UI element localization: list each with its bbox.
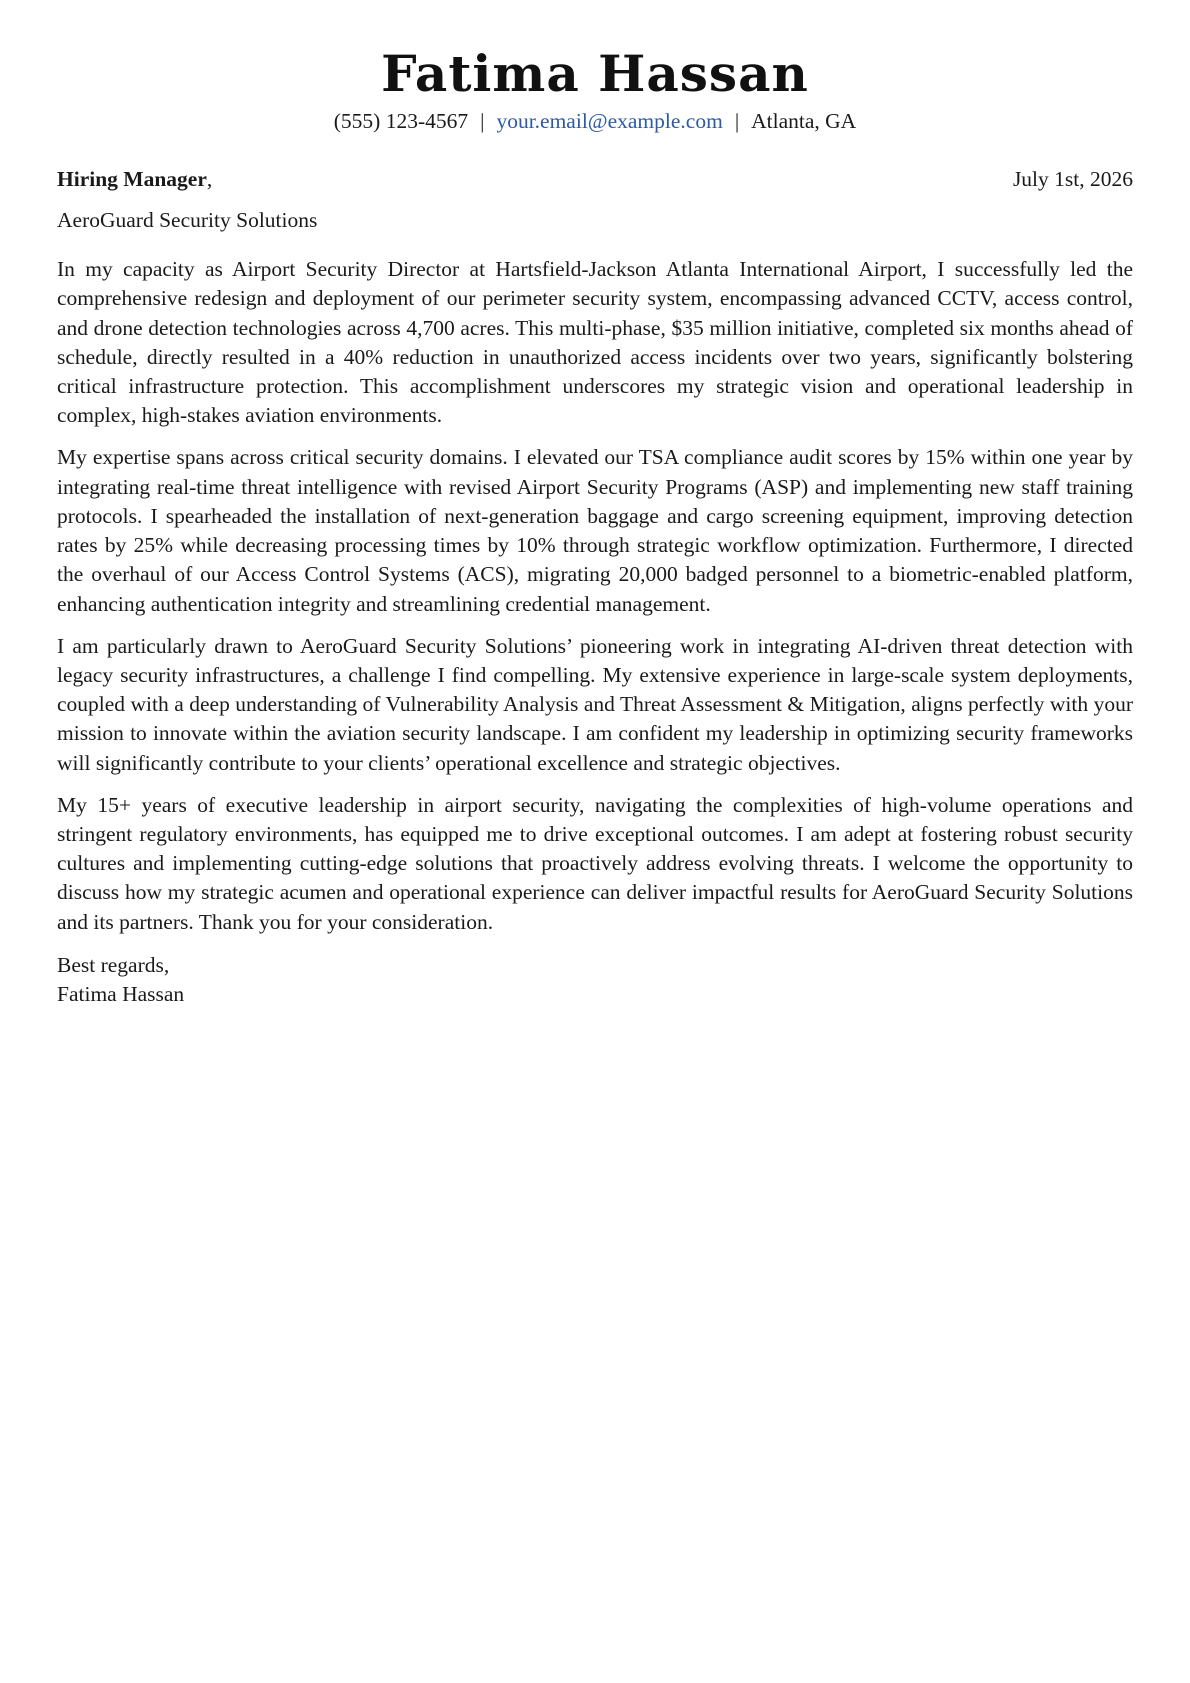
recipient-line xyxy=(57,164,212,194)
letter-date: July 1st, 2026 xyxy=(1012,167,1133,191)
recipient-company: AeroGuard Security Solutions xyxy=(57,208,318,232)
contact-separator: | xyxy=(480,109,485,133)
closing-block xyxy=(57,951,1133,1009)
contact-separator: | xyxy=(734,109,740,133)
recipient-name: Hiring Manager xyxy=(57,167,207,191)
applicant-name: Fatima Hassan xyxy=(381,44,809,103)
email-link[interactable]: your.email@example.com xyxy=(496,109,723,133)
recipient-date-row xyxy=(57,164,1133,194)
recipient-comma: , xyxy=(206,167,213,191)
location: Atlanta, GA xyxy=(751,109,857,133)
signature-name: Fatima Hassan xyxy=(57,982,185,1007)
body-paragraph: My 15+ years of executive leadership in airport security, navigating the complexities of high-volume operations and stringent regulatory environments, has equipped me to drive exceptional outcomes. I am adept at fostering robust security cultures and implementing cutting-edge solutions that proactively address evolving threats. I welcome the opportunity to discuss how my strategic acumen and operational experience can deliver impactful results for AeroGuard Security Solutions and its partners. Thank you for your consideration. xyxy=(57,792,1133,934)
phone-number: (555) 123-4567 xyxy=(333,109,469,133)
body-paragraph: My expertise spans across critical security domains. I elevated our TSA compliance audit scores by 15% within one year by integrating real-time threat intelligence with revised Airport Security Programs (ASP) and implementing new staff training protocols. I spearheaded the installation of next-generation baggage and cargo screening equipment, improving detection rates by 25% while decreasing processing times by 10% through strategic workflow optimization. Furthermore, I directed the overhaul of our Access Control Systems (ACS), migrating 20,000 badged personnel to a biometric-enabled platform, enhancing authentication integrity and streamlining credential management. xyxy=(57,445,1133,616)
body-paragraph: In my capacity as Airport Security Director at Hartsfield-Jackson Atlanta International Airport, I successfully led the comprehensive redesign and deployment of our perimeter security system, encompassing advanced CCTV, access control, and drone detection technologies across 4,700 acres. This multi-phase, $35 million initiative, completed six months ahead of schedule, directly resulted in a 40% reduction in unauthorized access incidents over two years, significantly bolstering critical infrastructure protection. This accomplishment underscores my strategic vision and operational leadership in complex, high-stakes aviation environments. xyxy=(57,257,1133,428)
body-paragraph: I am particularly drawn to AeroGuard Security Solutions’ pioneering work in integrating AI-driven threat detection with legacy security infrastructures, a challenge I find compelling. My extensive experience in large-scale system deployments, coupled with a deep understanding of Vulnerability Analysis and Threat Assessment & Mitigation, aligns perfectly with your mission to innovate within the aviation security landscape. I am confident my leadership in optimizing security frameworks will significantly contribute to your clients’ operational excellence and strategic objectives. xyxy=(57,633,1133,775)
contact-line xyxy=(57,106,1133,136)
closing-salutation: Best regards, xyxy=(57,953,170,978)
letter-body xyxy=(57,255,1133,937)
